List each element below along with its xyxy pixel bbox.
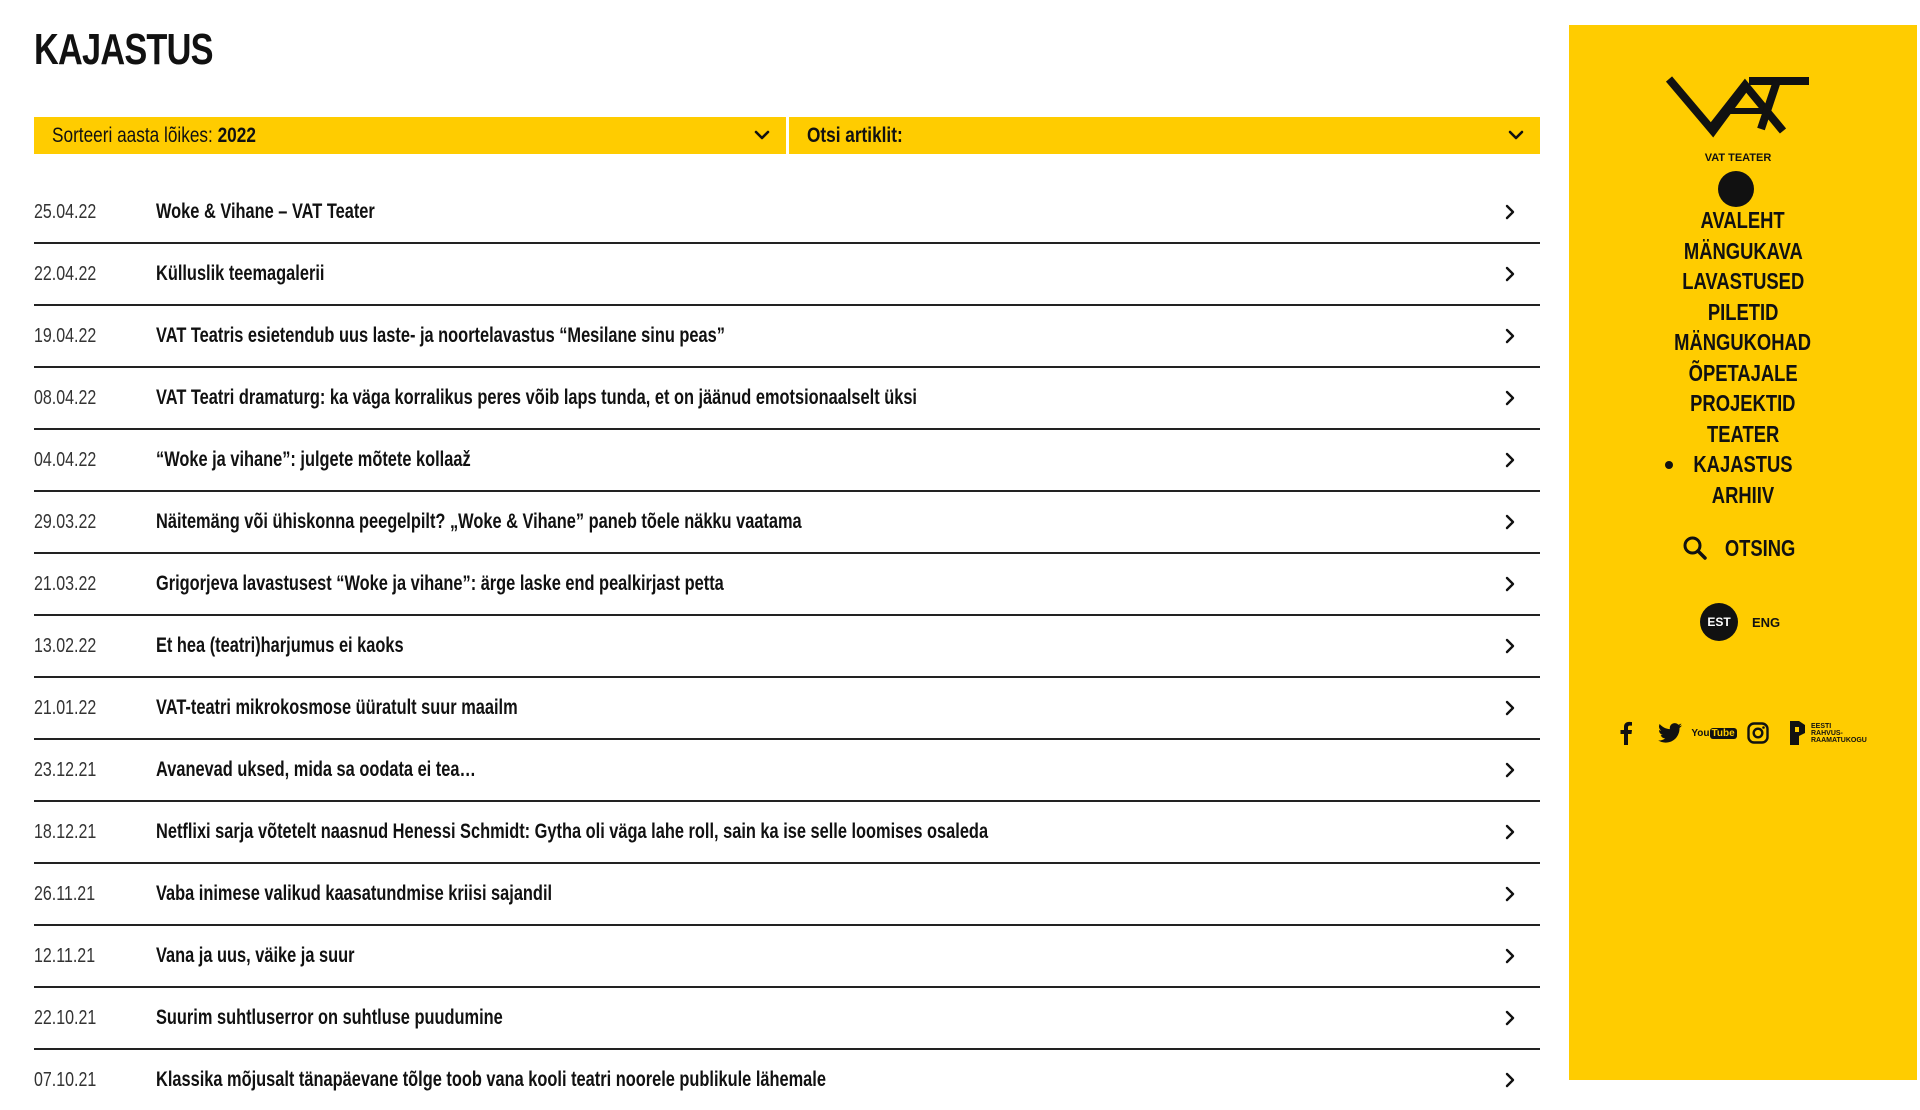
article-title[interactable]: VAT Teatri dramaturg: ka väga korralikus peres võib laps tunda, et on jäänud emotsionaalselt üksi: [156, 386, 917, 409]
article-row[interactable]: [34, 244, 1540, 306]
article-row[interactable]: [34, 678, 1540, 740]
vat-teater-logo[interactable]: [1663, 69, 1813, 209]
article-row[interactable]: [34, 306, 1540, 368]
article-title[interactable]: Vana ja uus, väike ja suur: [156, 944, 355, 967]
article-row[interactable]: [34, 182, 1540, 244]
chevron-right-icon: [1502, 1071, 1518, 1089]
chevron-right-icon: [1502, 203, 1518, 221]
chevron-right-icon: [1502, 513, 1518, 531]
article-row[interactable]: [34, 1050, 1540, 1110]
article-title[interactable]: Vaba inimese valikud kaasatundmise kriisi sajandil: [156, 882, 553, 905]
lang-est-button[interactable]: EST: [1700, 603, 1738, 641]
nav-item-kajastus[interactable]: [1569, 449, 1917, 480]
article-title[interactable]: Netflixi sarja võtetelt naasnud Henessi Schmidt: Gytha oli väga lahe roll, sain ka ise selle loomises osaleda: [156, 820, 989, 843]
chevron-right-icon: [1502, 451, 1518, 469]
article-date: 21.01.22: [34, 696, 97, 719]
nav-item-label: LAVASTUSED: [1682, 268, 1804, 294]
nav-item-mängukohad[interactable]: [1569, 327, 1917, 358]
erik-text-3: RAAMATUKOGU: [1811, 736, 1867, 744]
article-date: 04.04.22: [34, 448, 97, 471]
article-date: 23.12.21: [34, 758, 97, 781]
nav-item-label: KAJASTUS: [1693, 451, 1793, 477]
facebook-icon[interactable]: [1613, 720, 1639, 746]
article-title[interactable]: “Woke ja vihane”: julgete mõtete kollaaž: [156, 448, 471, 471]
nav-item-õpetajale[interactable]: [1569, 358, 1917, 389]
chevron-right-icon: [1502, 823, 1518, 841]
chevron-right-icon: [1502, 947, 1518, 965]
lang-eng-button[interactable]: ENG: [1752, 614, 1781, 630]
search-icon: [1682, 535, 1708, 561]
article-title[interactable]: Näitemäng või ühiskonna peegelpilt? „Woke & Vihane” paneb tõele näkku vaatama: [156, 510, 802, 533]
article-date: 08.04.22: [34, 386, 97, 409]
nav-item-teater[interactable]: [1569, 419, 1917, 450]
nav-item-label: ÕPETAJALE: [1688, 359, 1798, 386]
article-title[interactable]: Klassika mõjusalt tänapäevane tõlge toob vana kooli teatri noorele publikule lähemale: [156, 1068, 826, 1091]
article-row[interactable]: [34, 740, 1540, 802]
erik-logo-mark: [1789, 719, 1807, 747]
article-list: [34, 182, 1540, 1110]
article-title[interactable]: Grigorjeva lavastusest “Woke ja vihane”: ärge laske end pealkirjast petta: [156, 572, 724, 595]
article-title[interactable]: VAT Teatris esietendub uus laste- ja noortelavastus “Mesilane sinu peas”: [156, 324, 725, 347]
article-title[interactable]: Suurim suhtluserror on suhtluse puudumine: [156, 1006, 503, 1029]
nav-item-arhiiv[interactable]: [1569, 480, 1917, 511]
chevron-right-icon: [1502, 265, 1518, 283]
youtube-icon[interactable]: [1691, 720, 1735, 746]
article-date: 18.12.21: [34, 820, 97, 843]
year-filter-label: Sorteeri aasta lõikes:: [52, 123, 213, 147]
chevron-right-icon: [1502, 389, 1518, 407]
nav-item-avaleht[interactable]: [1569, 205, 1917, 236]
nav-item-label: MÄNGUKAVA: [1683, 237, 1803, 264]
nav-item-label: PILETID: [1707, 298, 1779, 325]
article-search-text: [807, 124, 903, 148]
nav-item-label: AVALEHT: [1700, 207, 1786, 233]
year-filter-text: [52, 124, 256, 148]
search-link[interactable]: [1569, 530, 1917, 562]
search-link-label: OTSING: [1724, 534, 1796, 561]
nav-item-label: ARHIIV: [1711, 481, 1775, 508]
article-title[interactable]: Et hea (teatri)harjumus ei kaoks: [156, 634, 404, 657]
article-row[interactable]: [34, 492, 1540, 554]
article-row[interactable]: [34, 988, 1540, 1050]
article-row[interactable]: [34, 368, 1540, 430]
nav-item-lavastused[interactable]: [1569, 266, 1917, 297]
article-search-label: Otsi artiklit:: [806, 123, 903, 147]
article-title[interactable]: Külluslik teemagalerii: [156, 262, 325, 285]
article-date: 22.04.22: [34, 262, 97, 285]
article-date: 29.03.22: [34, 510, 97, 533]
year-filter-dropdown[interactable]: [34, 117, 786, 154]
nav-item-label: MÄNGUKOHAD: [1674, 329, 1812, 355]
article-date: 21.03.22: [34, 572, 97, 595]
year-filter-value: 2022: [217, 123, 256, 147]
page-title: KAJASTUS: [34, 25, 213, 74]
article-date: 07.10.21: [34, 1068, 97, 1091]
erik-logo-text: [1811, 723, 1867, 744]
article-date: 13.02.22: [34, 634, 97, 657]
chevron-right-icon: [1502, 761, 1518, 779]
filter-bar: [34, 117, 1540, 154]
sidebar: [1569, 25, 1917, 1080]
article-title[interactable]: VAT-teatri mikrokosmose üüratult suur maailm: [156, 696, 518, 719]
erik-text-2: RAHVUS-: [1811, 729, 1843, 737]
nav-item-piletid[interactable]: [1569, 297, 1917, 328]
erik-logo[interactable]: [1789, 719, 1867, 747]
logo-mark: [1663, 69, 1813, 209]
article-row[interactable]: [34, 616, 1540, 678]
chevron-right-icon: [1502, 1009, 1518, 1027]
article-row[interactable]: [34, 430, 1540, 492]
chevron-right-icon: [1502, 575, 1518, 593]
youtube-you: You: [1691, 727, 1710, 739]
nav-item-projektid[interactable]: [1569, 388, 1917, 419]
nav-item-mängukava[interactable]: [1569, 236, 1917, 267]
sidebar-nav: [1569, 205, 1917, 510]
chevron-down-icon: [752, 125, 772, 145]
article-row[interactable]: [34, 926, 1540, 988]
article-search-dropdown[interactable]: [789, 117, 1541, 154]
article-date: 25.04.22: [34, 200, 97, 223]
twitter-icon[interactable]: [1657, 720, 1683, 746]
chevron-right-icon: [1502, 699, 1518, 717]
article-date: 22.10.21: [34, 1006, 97, 1029]
article-title[interactable]: Avanevad uksed, mida sa oodata ei tea…: [156, 758, 476, 781]
chevron-down-icon: [1506, 125, 1526, 145]
social-links: [1613, 719, 1867, 747]
article-date: 12.11.21: [34, 944, 96, 967]
language-switcher: [1700, 603, 1780, 641]
nav-item-label: TEATER: [1706, 420, 1780, 447]
instagram-icon[interactable]: [1745, 720, 1771, 746]
erik-text-1: EESTI: [1811, 722, 1832, 730]
article-row[interactable]: [34, 802, 1540, 864]
youtube-tube: Tube: [1711, 727, 1735, 739]
chevron-right-icon: [1502, 637, 1518, 655]
logo-text: VAT TEATER: [1704, 152, 1772, 164]
article-row[interactable]: [34, 864, 1540, 926]
nav-item-label: PROJEKTID: [1690, 390, 1796, 416]
article-date: 26.11.21: [34, 882, 96, 905]
article-row[interactable]: [34, 554, 1540, 616]
chevron-right-icon: [1502, 885, 1518, 903]
chevron-right-icon: [1502, 327, 1518, 345]
article-date: 19.04.22: [34, 324, 97, 347]
active-indicator-dot: [1665, 461, 1673, 469]
article-title[interactable]: Woke & Vihane – VAT Teater: [156, 200, 375, 223]
